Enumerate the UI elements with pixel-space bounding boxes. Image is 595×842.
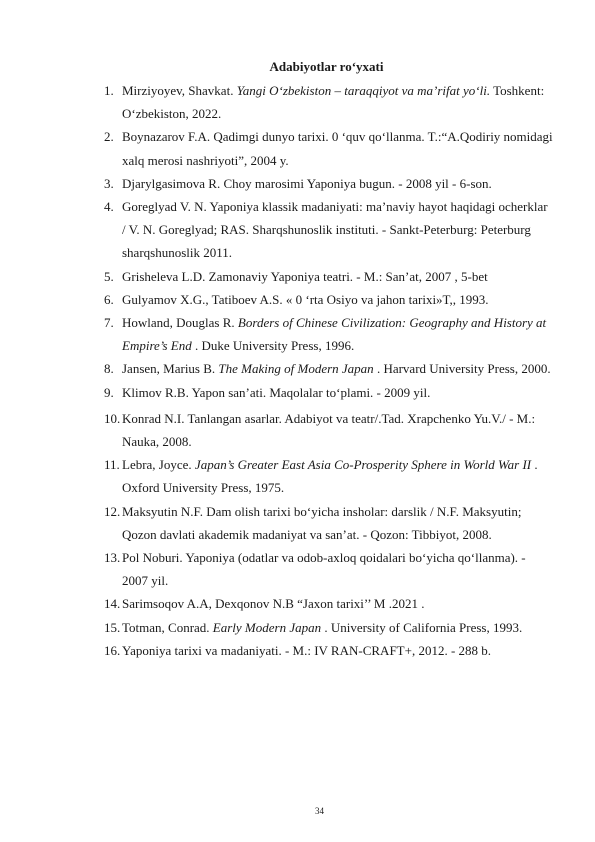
reference-item: [104, 381, 554, 404]
reference-text: Maksyutin N.F. Dam olish tarixi bo‘yicha insholar: darslik / N.F. Maksyutin; Qozon davlati akademik madaniyat va san’at. - Qozon: Tibbiyot, 2008.: [122, 503, 522, 542]
reference-text: Jansen, Marius B. The Making of Modern Japan . Harvard University Press, 2000.: [122, 361, 551, 377]
reference-text: Yaponiya tarixi va madaniyati. - M.: IV RAN-CRAFT+, 2012. - 288 b.: [122, 642, 492, 658]
reference-item: [104, 639, 554, 662]
reference-item: [104, 357, 554, 380]
reference-item: [104, 172, 554, 195]
reference-number: 3.: [104, 175, 114, 191]
reference-text: Djarylgasimova R. Choy marosimi Yaponiya bugun. - 2008 yil - 6-son.: [122, 175, 492, 191]
reference-title: Borders of Chinese Civilization: Geography and History at Empire’s End: [122, 315, 547, 354]
reference-number: 9.: [104, 384, 114, 400]
reference-number: 11.: [104, 457, 120, 473]
page-number: 34: [315, 806, 324, 816]
reference-text: Gulyamov X.G., Tatiboev A.S. « 0 ‘rta Osiyo va jahon tarixi»T,, 1993.: [122, 291, 489, 307]
reference-number: 8.: [104, 361, 114, 377]
reference-number: 14.: [104, 596, 121, 612]
reference-item: [104, 616, 554, 639]
reference-text: Howland, Douglas R. Borders of Chinese Civilization: Geography and History at Empire’s End . Duke University Press, 1996.: [122, 315, 547, 354]
reference-item: [104, 407, 554, 453]
reference-number: 4.: [104, 199, 114, 215]
reference-text: Konrad N.I. Tanlangan asarlar. Adabiyot va teatr/.Tad. Xrapchenko Yu.V./ - M.: Nauka, 2008.: [122, 410, 536, 450]
reference-title: Early Modern Japan: [212, 619, 322, 635]
reference-number: 13.: [104, 550, 121, 566]
reference-title: Yangi O‘zbekiston – taraqqiyot va ma’rifat yo‘li.: [236, 83, 491, 98]
reference-item: [104, 500, 554, 546]
reference-text: Totman, Conrad. Early Modern Japan . University of California Press, 1993.: [122, 619, 523, 635]
reference-item: [104, 265, 554, 288]
reference-number: 5.: [104, 268, 114, 284]
reference-number: 15.: [104, 619, 121, 635]
reference-number: 2.: [104, 129, 114, 145]
reference-item: [104, 125, 554, 171]
reference-item: [104, 546, 554, 592]
reference-number: 7.: [104, 315, 114, 331]
page-title: Adabiyotlar ro‘yxati: [269, 59, 384, 74]
reference-text: Lebra, Joyce. Japan’s Greater East Asia Co-Prosperity Sphere in World War II . Oxford University Press, 1975.: [122, 457, 538, 496]
reference-number: 10.: [104, 410, 121, 426]
reference-text: Klimov R.B. Yapon san’ati. Maqolalar to‘plami. - 2009 yil.: [122, 384, 431, 400]
reference-title: Japan’s Greater East Asia Co-Prosperity Sphere in World War II: [194, 457, 532, 473]
reference-number: 6.: [104, 291, 114, 307]
reference-item: [104, 592, 554, 615]
reference-text: Sarimsoqov A.A, Dexqonov N.B “Jaxon tarixi’’ M .2021 .: [122, 596, 425, 612]
reference-list: [104, 79, 554, 662]
reference-item: [104, 195, 554, 265]
reference-text: Goreglyad V. N. Yaponiya klassik madaniyati: ma’naviy hayot haqidagi ocherklar / V. N. Goreglyad; RAS. Sharqshunoslik instituti. - Sankt-Peterburg: Peterburg sharqshunoslik 2011.: [122, 199, 548, 261]
reference-text: Grisheleva L.D. Zamonaviy Yaponiya teatri. - M.: San’at, 2007 , 5-bet: [122, 268, 488, 284]
reference-title: The Making of Modern Japan: [218, 361, 374, 377]
reference-item: [104, 453, 554, 499]
reference-item: [104, 311, 554, 357]
reference-text: Mirziyoyev, Shavkat. Yangi O‘zbekiston – taraqqiyot va ma’rifat yo‘li. Toshkent: O‘zbekiston, 2022.: [122, 83, 545, 122]
reference-text: Boynazarov F.A. Qadimgi dunyo tarixi. 0 ‘quv qo‘llanma. T.:“A.Qodiriy nomidagi xalq merosi nashriyoti”, 2004 y.: [122, 129, 553, 168]
reference-number: 1.: [104, 83, 114, 98]
reference-item: [104, 79, 554, 125]
reference-item: [104, 288, 554, 311]
reference-text: Pol Noburi. Yaponiya (odatlar va odob-axloq qoidalari bo‘yicha qo‘llanma). - 2007 yil.: [122, 550, 526, 589]
reference-number: 16.: [104, 642, 121, 658]
reference-number: 12.: [104, 503, 121, 519]
